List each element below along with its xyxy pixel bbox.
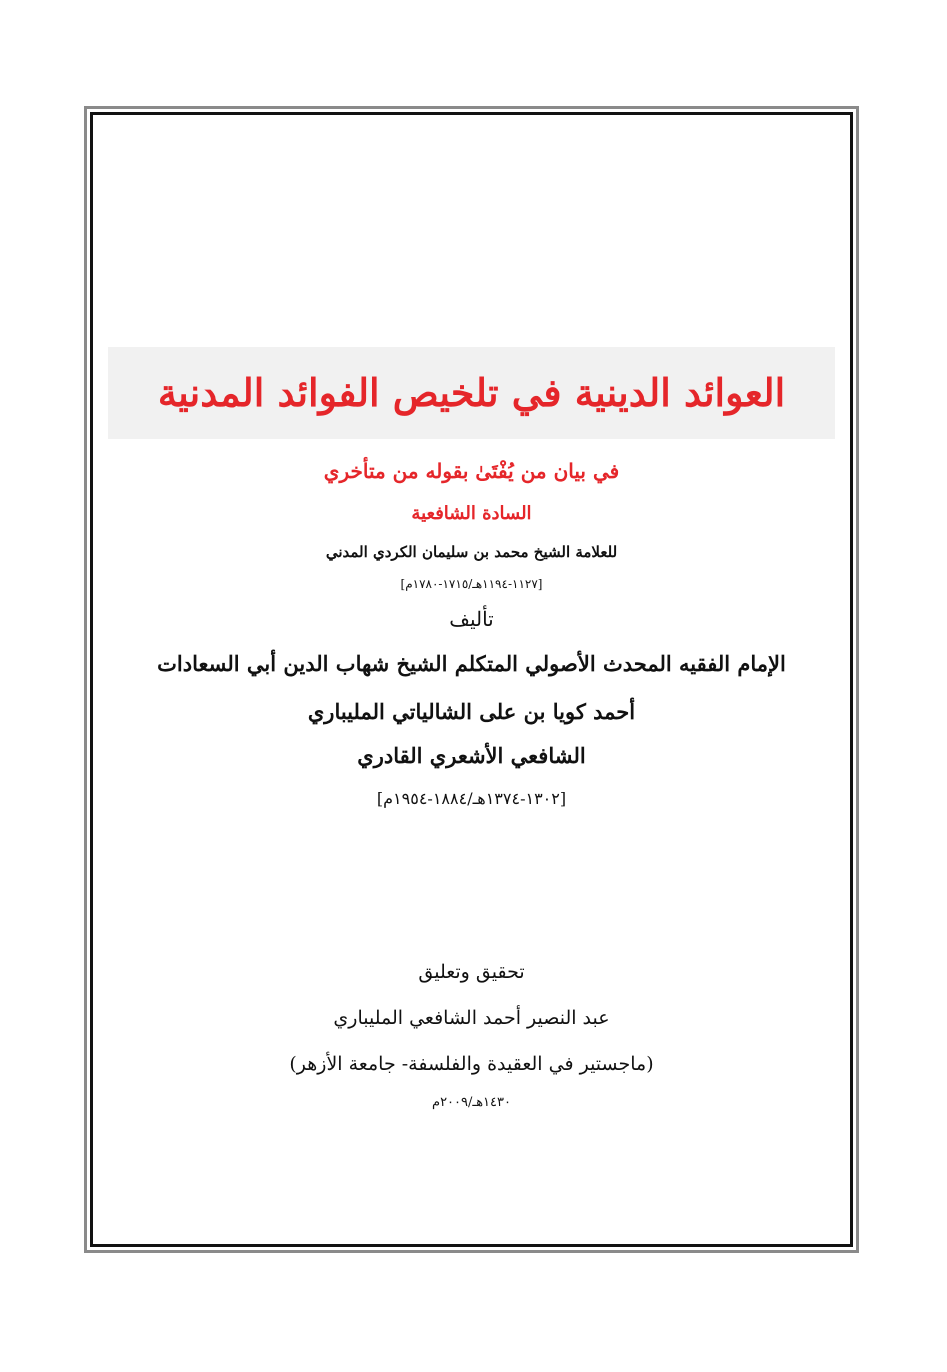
scholar-attribution: للعلامة الشيخ محمد بن سليمان الكردي المدني xyxy=(325,543,618,561)
editor-name: عبد النصير أحمد الشافعي المليباري xyxy=(333,1007,610,1029)
cover-content xyxy=(93,115,850,1244)
author-line-1: الإمام الفقيه المحدث الأصولي المتكلم الشيخ شهاب الدين أبي السعادات xyxy=(157,651,786,676)
author-dates: [١٣٠٢-١٣٧٤هـ/١٨٨٤-١٩٥٤م] xyxy=(376,789,567,808)
subtitle-line-2: السادة الشافعية xyxy=(411,503,532,524)
editor-degree: (ماجستير في العقيدة والفلسفة- جامعة الأزهر) xyxy=(289,1053,654,1075)
page-frame xyxy=(84,106,859,1253)
book-title: العوائد الدينية في تلخيص الفوائد المدنية xyxy=(157,370,786,415)
author-line-2: أحمد كويا بن على الشالياتي المليباري xyxy=(307,699,636,724)
authorship-label: تأليف xyxy=(449,607,494,631)
page-frame-inner xyxy=(90,112,853,1247)
scholar-dates: [١١٢٧-١١٩٤هـ/١٧١٥-١٧٨٠م] xyxy=(400,577,543,591)
edition-date: ١٤٣٠هـ/٢٠٠٩م xyxy=(432,1095,511,1110)
subtitle-line-1: في بيان من يُفْتَىٰ بقوله من متأخري xyxy=(323,459,620,483)
edit-label: تحقيق وتعليق xyxy=(418,961,525,983)
title-band xyxy=(108,347,835,439)
author-line-3: الشافعي الأشعري القادري xyxy=(357,743,586,768)
